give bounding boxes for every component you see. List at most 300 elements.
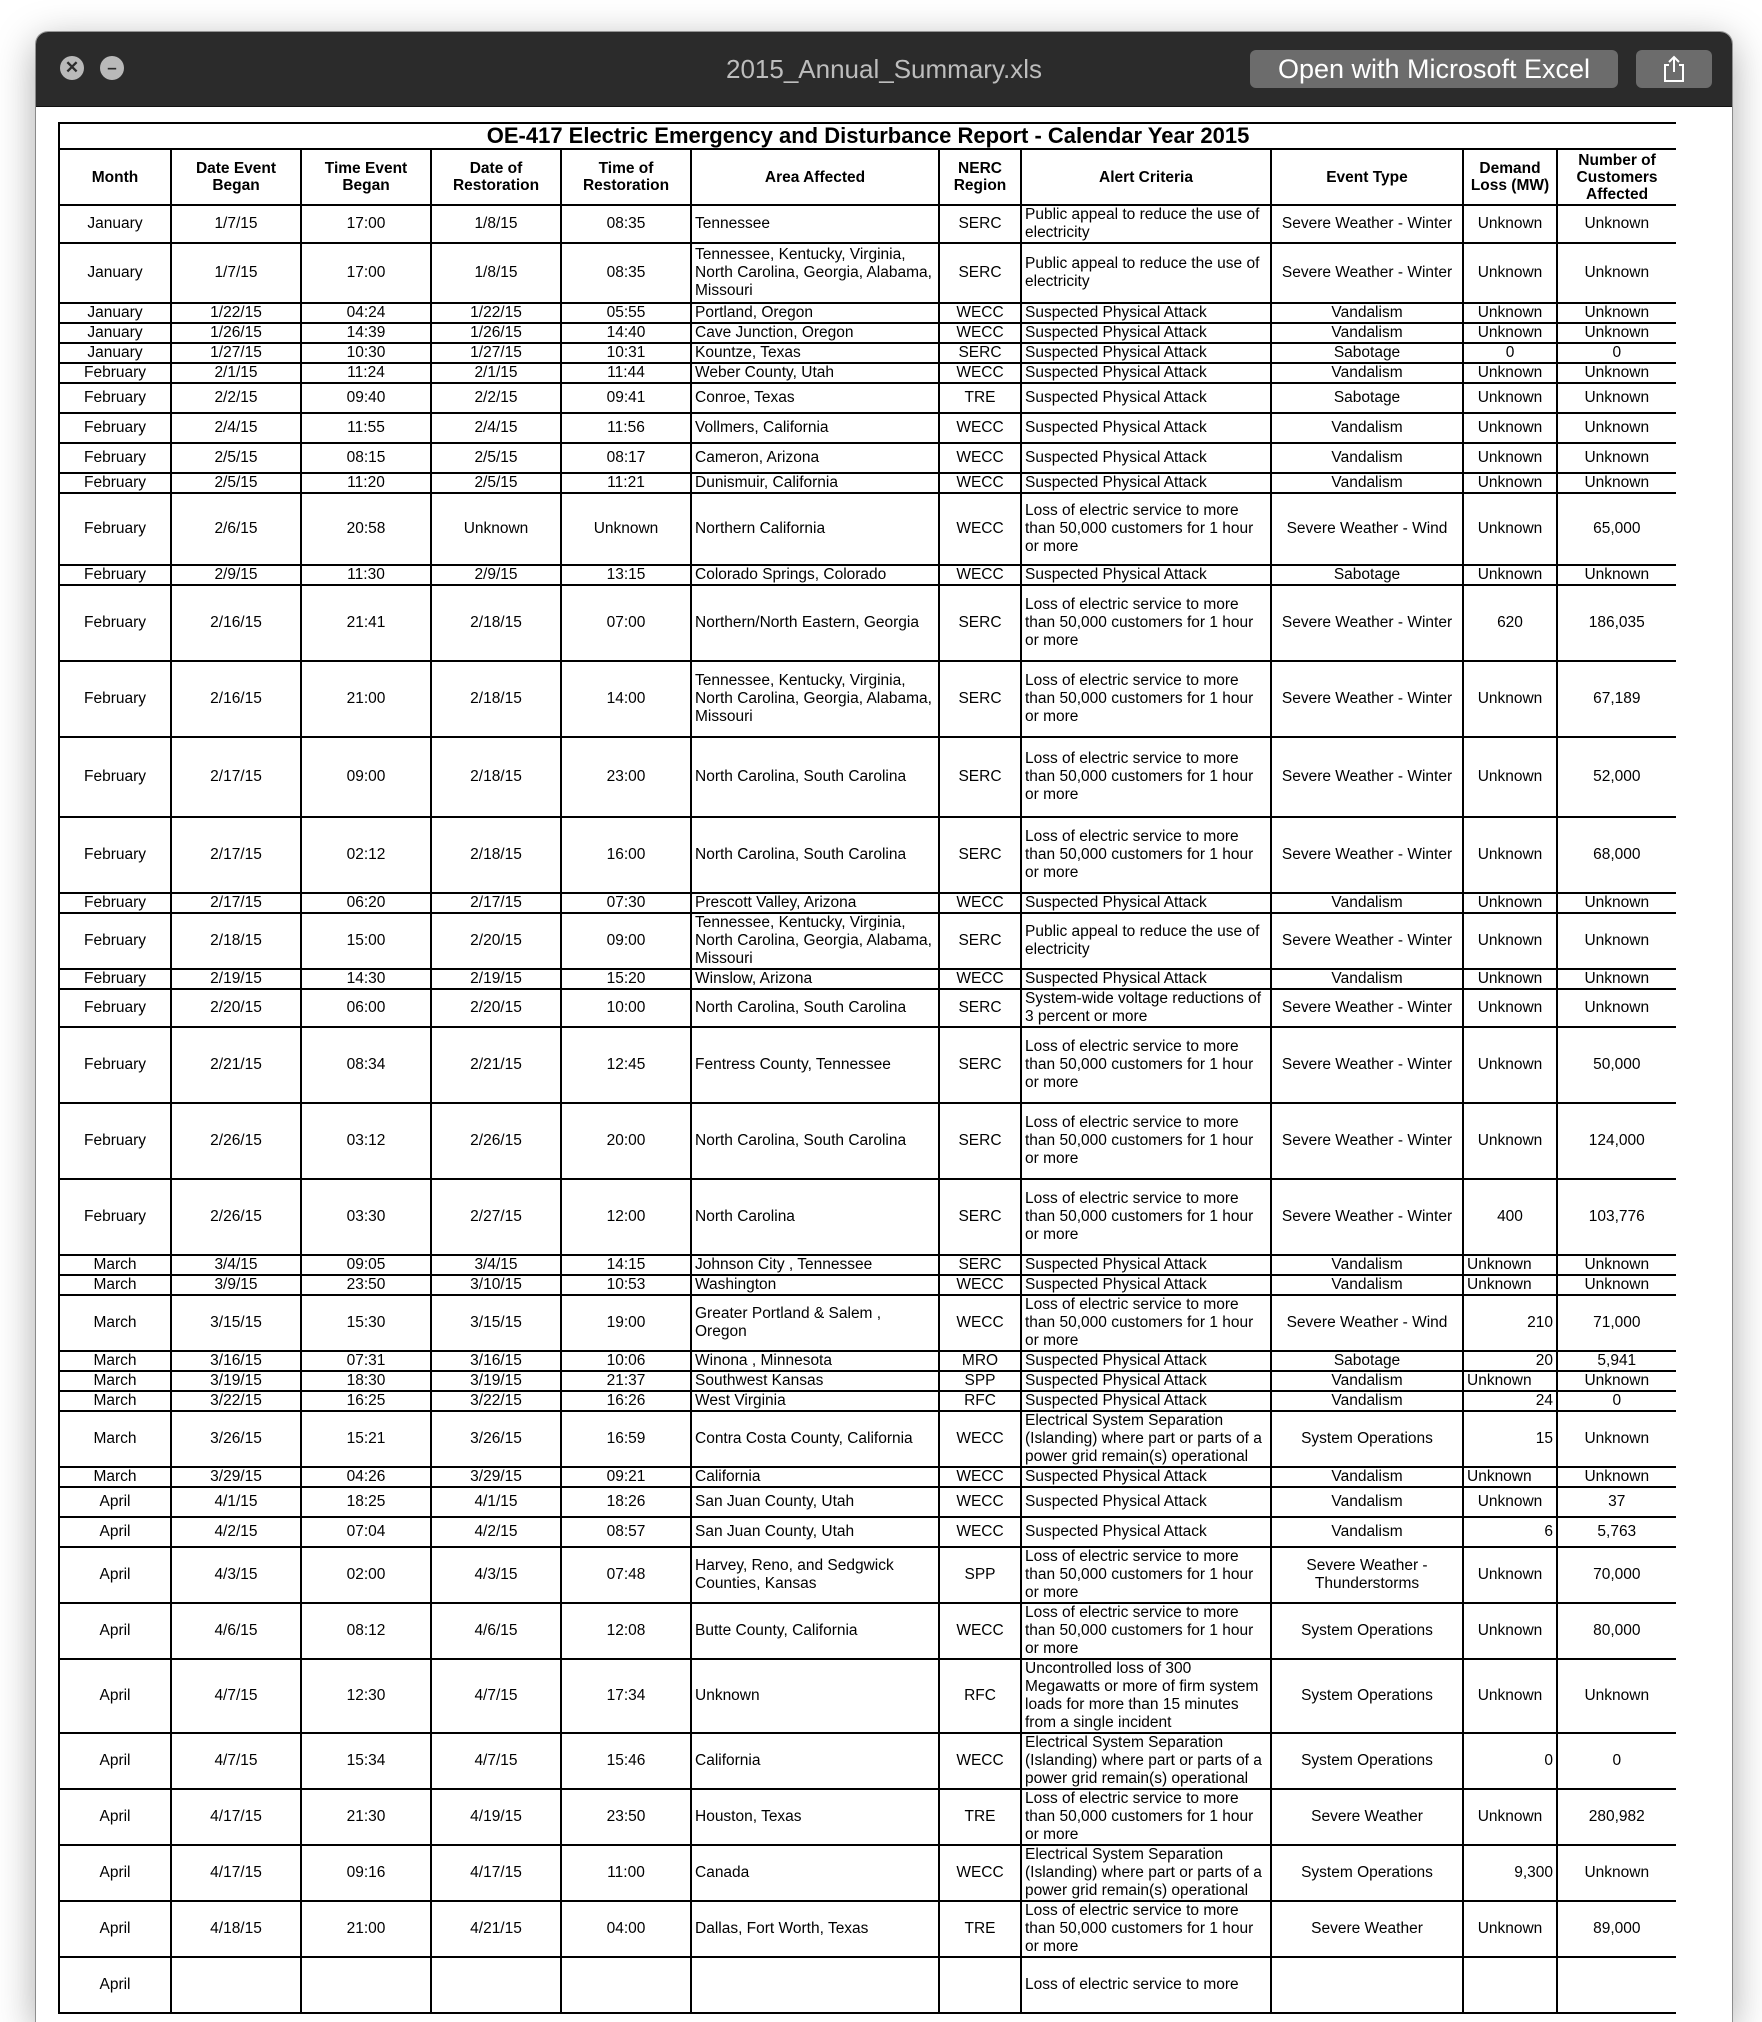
cell-customers-affected[interactable]: Unknown [1557,443,1676,473]
minimize-icon[interactable]: – [100,56,124,80]
cell-customers-affected[interactable]: Unknown [1557,969,1676,989]
cell-time-event-began[interactable]: 08:15 [301,443,431,473]
cell-date-event-began[interactable]: 3/15/15 [171,1295,301,1351]
cell-customers-affected[interactable]: Unknown [1557,205,1676,243]
cell-alert-criteria[interactable]: Suspected Physical Attack [1021,303,1271,323]
cell-date-of-restoration[interactable]: 4/17/15 [431,1845,561,1901]
cell-area-affected[interactable]: Tennessee [691,205,939,243]
cell-demand-loss[interactable]: 24 [1463,1391,1557,1411]
cell-demand-loss[interactable]: Unknown [1463,1103,1557,1179]
cell-alert-criteria[interactable]: Loss of electric service to more than 50,000 customers for 1 hour or more [1021,1179,1271,1255]
cell-area-affected[interactable] [691,1957,939,2013]
cell-time-event-began[interactable]: 03:12 [301,1103,431,1179]
cell-event-type[interactable]: Vandalism [1271,323,1463,343]
cell-time-of-restoration[interactable]: 04:00 [561,1901,691,1957]
cell-time-event-began[interactable]: 04:24 [301,303,431,323]
cell-date-of-restoration[interactable]: 3/10/15 [431,1275,561,1295]
cell-area-affected[interactable]: Northern/North Eastern, Georgia [691,585,939,661]
cell-alert-criteria[interactable]: Loss of electric service to more than 50,000 customers for 1 hour or more [1021,661,1271,737]
cell-event-type[interactable]: Severe Weather - Winter [1271,205,1463,243]
cell-event-type[interactable]: Severe Weather - Wind [1271,1295,1463,1351]
cell-nerc-region[interactable]: WECC [939,473,1021,493]
cell-time-of-restoration[interactable]: 16:59 [561,1411,691,1467]
cell-month[interactable]: April [59,1789,171,1845]
cell-alert-criteria[interactable]: Suspected Physical Attack [1021,1275,1271,1295]
cell-month[interactable]: January [59,303,171,323]
cell-month[interactable]: February [59,1179,171,1255]
cell-nerc-region[interactable]: SPP [939,1371,1021,1391]
cell-date-of-restoration[interactable]: 3/22/15 [431,1391,561,1411]
cell-customers-affected[interactable]: Unknown [1557,323,1676,343]
cell-customers-affected[interactable]: 89,000 [1557,1901,1676,1957]
cell-area-affected[interactable]: West Virginia [691,1391,939,1411]
cell-time-of-restoration[interactable]: 21:37 [561,1371,691,1391]
cell-date-of-restoration[interactable]: 2/1/15 [431,363,561,383]
cell-nerc-region[interactable]: SERC [939,913,1021,969]
cell-month[interactable]: February [59,893,171,913]
cell-customers-affected[interactable]: 80,000 [1557,1603,1676,1659]
cell-date-of-restoration[interactable]: 2/5/15 [431,443,561,473]
cell-time-of-restoration[interactable]: 10:53 [561,1275,691,1295]
cell-date-of-restoration[interactable] [431,1957,561,2013]
cell-date-event-began[interactable]: 2/16/15 [171,585,301,661]
cell-time-of-restoration[interactable]: 08:35 [561,243,691,303]
cell-alert-criteria[interactable]: Loss of electric service to more than 50,000 customers for 1 hour or more [1021,737,1271,817]
cell-time-of-restoration[interactable]: 14:40 [561,323,691,343]
cell-area-affected[interactable]: San Juan County, Utah [691,1517,939,1547]
cell-event-type[interactable]: System Operations [1271,1603,1463,1659]
cell-customers-affected[interactable] [1557,1957,1676,2013]
header-customers-affected[interactable]: Number of Customers Affected [1557,149,1676,205]
cell-alert-criteria[interactable]: Electrical System Separation (Islanding) where part or parts of a power grid remain(s) operational [1021,1733,1271,1789]
cell-customers-affected[interactable]: 67,189 [1557,661,1676,737]
cell-customers-affected[interactable]: 65,000 [1557,493,1676,565]
cell-month[interactable]: February [59,565,171,585]
cell-event-type[interactable]: Sabotage [1271,383,1463,413]
cell-date-of-restoration[interactable]: 4/2/15 [431,1517,561,1547]
open-with-excel-button[interactable]: Open with Microsoft Excel [1250,50,1618,88]
cell-time-of-restoration[interactable]: 13:15 [561,565,691,585]
cell-date-event-began[interactable]: 2/21/15 [171,1027,301,1103]
cell-date-of-restoration[interactable]: 4/3/15 [431,1547,561,1603]
cell-date-of-restoration[interactable]: Unknown [431,493,561,565]
cell-alert-criteria[interactable]: Uncontrolled loss of 300 Megawatts or more of firm system loads for more than 15 minutes from a single incident [1021,1659,1271,1733]
cell-event-type[interactable]: System Operations [1271,1845,1463,1901]
cell-time-event-began[interactable]: 14:30 [301,969,431,989]
cell-demand-loss[interactable]: Unknown [1463,443,1557,473]
cell-customers-affected[interactable]: Unknown [1557,1659,1676,1733]
cell-alert-criteria[interactable]: Public appeal to reduce the use of electricity [1021,205,1271,243]
cell-alert-criteria[interactable]: Public appeal to reduce the use of electricity [1021,913,1271,969]
cell-date-event-began[interactable]: 4/7/15 [171,1659,301,1733]
header-event-type[interactable]: Event Type [1271,149,1463,205]
cell-alert-criteria[interactable]: Suspected Physical Attack [1021,343,1271,363]
cell-event-type[interactable]: Sabotage [1271,565,1463,585]
cell-time-of-restoration[interactable]: 15:20 [561,969,691,989]
cell-month[interactable]: February [59,989,171,1027]
cell-nerc-region[interactable]: MRO [939,1351,1021,1371]
cell-date-event-began[interactable]: 2/17/15 [171,817,301,893]
cell-alert-criteria[interactable]: Suspected Physical Attack [1021,413,1271,443]
cell-customers-affected[interactable]: 0 [1557,1391,1676,1411]
cell-demand-loss[interactable]: Unknown [1463,1789,1557,1845]
cell-area-affected[interactable]: Tennessee, Kentucky, Virginia, North Carolina, Georgia, Alabama, Missouri [691,243,939,303]
cell-time-of-restoration[interactable]: 17:34 [561,1659,691,1733]
cell-area-affected[interactable]: Harvey, Reno, and Sedgwick Counties, Kansas [691,1547,939,1603]
cell-area-affected[interactable]: North Carolina, South Carolina [691,1103,939,1179]
cell-event-type[interactable]: System Operations [1271,1411,1463,1467]
cell-alert-criteria[interactable]: Loss of electric service to more than 50,000 customers for 1 hour or more [1021,1295,1271,1351]
cell-customers-affected[interactable]: Unknown [1557,243,1676,303]
cell-month[interactable]: March [59,1391,171,1411]
cell-date-of-restoration[interactable]: 2/17/15 [431,893,561,913]
cell-event-type[interactable]: Vandalism [1271,1517,1463,1547]
cell-demand-loss[interactable]: 0 [1463,343,1557,363]
cell-nerc-region[interactable]: WECC [939,893,1021,913]
cell-demand-loss[interactable]: Unknown [1463,413,1557,443]
cell-area-affected[interactable]: Greater Portland & Salem , Oregon [691,1295,939,1351]
cell-date-of-restoration[interactable]: 1/8/15 [431,243,561,303]
cell-demand-loss[interactable]: Unknown [1463,493,1557,565]
cell-time-event-began[interactable]: 11:55 [301,413,431,443]
cell-time-of-restoration[interactable]: 11:00 [561,1845,691,1901]
cell-time-event-began[interactable]: 06:00 [301,989,431,1027]
cell-date-of-restoration[interactable]: 4/1/15 [431,1487,561,1517]
cell-time-of-restoration[interactable]: 10:31 [561,343,691,363]
cell-alert-criteria[interactable]: Loss of electric service to more than 50,000 customers for 1 hour or more [1021,1901,1271,1957]
cell-time-event-began[interactable]: 02:12 [301,817,431,893]
cell-area-affected[interactable]: Weber County, Utah [691,363,939,383]
cell-demand-loss[interactable]: Unknown [1463,1547,1557,1603]
cell-demand-loss[interactable]: 9,300 [1463,1845,1557,1901]
cell-demand-loss[interactable]: 20 [1463,1351,1557,1371]
cell-date-event-began[interactable]: 2/26/15 [171,1103,301,1179]
cell-nerc-region[interactable]: WECC [939,565,1021,585]
cell-customers-affected[interactable]: Unknown [1557,1371,1676,1391]
header-time-event-began[interactable]: Time Event Began [301,149,431,205]
cell-time-event-began[interactable]: 17:00 [301,243,431,303]
cell-date-of-restoration[interactable]: 2/18/15 [431,585,561,661]
cell-time-event-began[interactable]: 08:12 [301,1603,431,1659]
cell-time-event-began[interactable]: 18:25 [301,1487,431,1517]
cell-area-affected[interactable]: Fentress County, Tennessee [691,1027,939,1103]
cell-date-of-restoration[interactable]: 1/26/15 [431,323,561,343]
cell-area-affected[interactable]: Colorado Springs, Colorado [691,565,939,585]
cell-event-type[interactable]: Vandalism [1271,443,1463,473]
cell-area-affected[interactable]: Johnson City , Tennessee [691,1255,939,1275]
cell-date-event-began[interactable]: 4/3/15 [171,1547,301,1603]
cell-event-type[interactable]: Vandalism [1271,1255,1463,1275]
cell-month[interactable]: February [59,443,171,473]
cell-area-affected[interactable]: Contra Costa County, California [691,1411,939,1467]
cell-date-event-began[interactable]: 3/16/15 [171,1351,301,1371]
cell-month[interactable]: March [59,1467,171,1487]
cell-alert-criteria[interactable]: Suspected Physical Attack [1021,323,1271,343]
cell-time-event-began[interactable]: 23:50 [301,1275,431,1295]
cell-time-of-restoration[interactable]: 23:50 [561,1789,691,1845]
cell-date-event-began[interactable]: 1/7/15 [171,205,301,243]
cell-area-affected[interactable]: Tennessee, Kentucky, Virginia, North Carolina, Georgia, Alabama, Missouri [691,913,939,969]
cell-time-event-began[interactable]: 03:30 [301,1179,431,1255]
header-demand-loss[interactable]: Demand Loss (MW) [1463,149,1557,205]
cell-month[interactable]: January [59,243,171,303]
cell-nerc-region[interactable]: WECC [939,493,1021,565]
cell-date-event-began[interactable]: 2/19/15 [171,969,301,989]
cell-event-type[interactable]: Vandalism [1271,1391,1463,1411]
cell-alert-criteria[interactable]: Loss of electric service to more [1021,1957,1271,2013]
cell-date-of-restoration[interactable]: 4/21/15 [431,1901,561,1957]
cell-event-type[interactable]: Severe Weather - Winter [1271,1027,1463,1103]
cell-demand-loss[interactable]: 620 [1463,585,1557,661]
cell-customers-affected[interactable]: Unknown [1557,363,1676,383]
cell-area-affected[interactable]: Canada [691,1845,939,1901]
close-icon[interactable]: ✕ [60,56,84,80]
header-date-event-began[interactable]: Date Event Began [171,149,301,205]
cell-date-event-began[interactable]: 2/17/15 [171,737,301,817]
cell-time-of-restoration[interactable]: 14:15 [561,1255,691,1275]
cell-time-event-began[interactable]: 09:40 [301,383,431,413]
cell-time-of-restoration[interactable]: 08:17 [561,443,691,473]
cell-time-of-restoration[interactable]: 11:21 [561,473,691,493]
cell-date-event-began[interactable]: 1/26/15 [171,323,301,343]
cell-customers-affected[interactable]: Unknown [1557,989,1676,1027]
cell-customers-affected[interactable]: Unknown [1557,913,1676,969]
cell-area-affected[interactable]: Butte County, California [691,1603,939,1659]
cell-alert-criteria[interactable]: Suspected Physical Attack [1021,565,1271,585]
cell-date-event-began[interactable]: 1/22/15 [171,303,301,323]
cell-date-of-restoration[interactable]: 2/21/15 [431,1027,561,1103]
cell-area-affected[interactable]: Cave Junction, Oregon [691,323,939,343]
cell-demand-loss[interactable] [1463,1957,1557,2013]
cell-event-type[interactable]: Severe Weather - Winter [1271,817,1463,893]
cell-month[interactable]: February [59,661,171,737]
cell-time-event-began[interactable]: 17:00 [301,205,431,243]
cell-date-of-restoration[interactable]: 2/27/15 [431,1179,561,1255]
cell-time-of-restoration[interactable]: 14:00 [561,661,691,737]
cell-alert-criteria[interactable]: Suspected Physical Attack [1021,1391,1271,1411]
cell-nerc-region[interactable]: TRE [939,383,1021,413]
cell-customers-affected[interactable]: 124,000 [1557,1103,1676,1179]
cell-date-of-restoration[interactable]: 2/20/15 [431,913,561,969]
cell-alert-criteria[interactable]: Loss of electric service to more than 50,000 customers for 1 hour or more [1021,1603,1271,1659]
cell-date-of-restoration[interactable]: 3/4/15 [431,1255,561,1275]
cell-time-event-began[interactable]: 21:41 [301,585,431,661]
cell-month[interactable]: April [59,1517,171,1547]
cell-date-event-began[interactable]: 1/7/15 [171,243,301,303]
cell-demand-loss[interactable]: Unknown [1463,1467,1557,1487]
cell-date-event-began[interactable]: 4/17/15 [171,1845,301,1901]
cell-nerc-region[interactable]: SERC [939,205,1021,243]
cell-demand-loss[interactable]: Unknown [1463,1659,1557,1733]
cell-nerc-region[interactable]: RFC [939,1391,1021,1411]
cell-date-event-began[interactable]: 4/6/15 [171,1603,301,1659]
cell-nerc-region[interactable] [939,1957,1021,2013]
cell-time-event-began[interactable]: 16:25 [301,1391,431,1411]
cell-customers-affected[interactable]: Unknown [1557,1845,1676,1901]
cell-event-type[interactable] [1271,1957,1463,2013]
cell-nerc-region[interactable]: WECC [939,363,1021,383]
cell-time-event-began[interactable]: 09:16 [301,1845,431,1901]
cell-alert-criteria[interactable]: Suspected Physical Attack [1021,1255,1271,1275]
cell-demand-loss[interactable]: Unknown [1463,661,1557,737]
cell-month[interactable]: January [59,323,171,343]
cell-nerc-region[interactable]: WECC [939,1411,1021,1467]
cell-date-of-restoration[interactable]: 2/5/15 [431,473,561,493]
cell-area-affected[interactable]: California [691,1467,939,1487]
cell-time-event-began[interactable]: 07:31 [301,1351,431,1371]
cell-month[interactable]: April [59,1603,171,1659]
cell-event-type[interactable]: Severe Weather - Winter [1271,913,1463,969]
cell-time-event-began[interactable]: 08:34 [301,1027,431,1103]
cell-time-of-restoration[interactable] [561,1957,691,2013]
cell-nerc-region[interactable]: SPP [939,1547,1021,1603]
cell-event-type[interactable]: System Operations [1271,1659,1463,1733]
cell-month[interactable]: March [59,1295,171,1351]
cell-date-of-restoration[interactable]: 1/27/15 [431,343,561,363]
cell-alert-criteria[interactable]: Suspected Physical Attack [1021,969,1271,989]
cell-date-event-began[interactable]: 2/9/15 [171,565,301,585]
cell-date-event-began[interactable]: 4/7/15 [171,1733,301,1789]
cell-date-event-began[interactable]: 2/26/15 [171,1179,301,1255]
cell-event-type[interactable]: Vandalism [1271,1487,1463,1517]
cell-time-of-restoration[interactable]: Unknown [561,493,691,565]
cell-date-of-restoration[interactable]: 1/8/15 [431,205,561,243]
cell-time-of-restoration[interactable]: 12:45 [561,1027,691,1103]
cell-time-of-restoration[interactable]: 07:30 [561,893,691,913]
cell-area-affected[interactable]: San Juan County, Utah [691,1487,939,1517]
cell-nerc-region[interactable]: SERC [939,661,1021,737]
cell-demand-loss[interactable]: Unknown [1463,565,1557,585]
cell-date-event-began[interactable]: 2/5/15 [171,473,301,493]
cell-month[interactable]: February [59,913,171,969]
cell-nerc-region[interactable]: WECC [939,1603,1021,1659]
cell-time-of-restoration[interactable]: 12:00 [561,1179,691,1255]
header-alert-criteria[interactable]: Alert Criteria [1021,149,1271,205]
cell-area-affected[interactable]: Southwest Kansas [691,1371,939,1391]
cell-date-event-began[interactable] [171,1957,301,2013]
cell-event-type[interactable]: Severe Weather - Winter [1271,1179,1463,1255]
cell-nerc-region[interactable]: SERC [939,585,1021,661]
cell-nerc-region[interactable]: WECC [939,1733,1021,1789]
cell-nerc-region[interactable]: WECC [939,1517,1021,1547]
cell-area-affected[interactable]: Cameron, Arizona [691,443,939,473]
cell-date-of-restoration[interactable]: 4/7/15 [431,1659,561,1733]
cell-nerc-region[interactable]: SERC [939,1027,1021,1103]
cell-event-type[interactable]: Vandalism [1271,363,1463,383]
cell-date-event-began[interactable]: 3/4/15 [171,1255,301,1275]
cell-date-event-began[interactable]: 3/9/15 [171,1275,301,1295]
cell-customers-affected[interactable]: 103,776 [1557,1179,1676,1255]
cell-customers-affected[interactable]: 52,000 [1557,737,1676,817]
cell-event-type[interactable]: Severe Weather [1271,1901,1463,1957]
cell-area-affected[interactable]: Unknown [691,1659,939,1733]
cell-month[interactable]: February [59,1103,171,1179]
cell-area-affected[interactable]: North Carolina, South Carolina [691,817,939,893]
cell-date-of-restoration[interactable]: 3/29/15 [431,1467,561,1487]
cell-customers-affected[interactable]: 280,982 [1557,1789,1676,1845]
cell-demand-loss[interactable]: Unknown [1463,913,1557,969]
cell-time-event-began[interactable]: 21:30 [301,1789,431,1845]
cell-alert-criteria[interactable]: Loss of electric service to more than 50,000 customers for 1 hour or more [1021,817,1271,893]
cell-alert-criteria[interactable]: Loss of electric service to more than 50,000 customers for 1 hour or more [1021,1547,1271,1603]
cell-event-type[interactable]: Vandalism [1271,303,1463,323]
cell-event-type[interactable]: Severe Weather - Winter [1271,1103,1463,1179]
cell-month[interactable]: April [59,1487,171,1517]
cell-month[interactable]: March [59,1255,171,1275]
cell-nerc-region[interactable]: WECC [939,1845,1021,1901]
cell-time-of-restoration[interactable]: 08:35 [561,205,691,243]
cell-area-affected[interactable]: Kountze, Texas [691,343,939,363]
cell-month[interactable]: April [59,1901,171,1957]
cell-demand-loss[interactable]: 210 [1463,1295,1557,1351]
cell-date-event-began[interactable]: 2/2/15 [171,383,301,413]
cell-nerc-region[interactable]: WECC [939,323,1021,343]
cell-alert-criteria[interactable]: Suspected Physical Attack [1021,1371,1271,1391]
cell-demand-loss[interactable]: Unknown [1463,323,1557,343]
cell-time-of-restoration[interactable]: 09:00 [561,913,691,969]
cell-alert-criteria[interactable]: Suspected Physical Attack [1021,1487,1271,1517]
cell-event-type[interactable]: Vandalism [1271,969,1463,989]
header-nerc-region[interactable]: NERC Region [939,149,1021,205]
cell-time-event-began[interactable]: 02:00 [301,1547,431,1603]
cell-customers-affected[interactable]: 71,000 [1557,1295,1676,1351]
cell-date-event-began[interactable]: 4/18/15 [171,1901,301,1957]
cell-area-affected[interactable]: Dunismuir, California [691,473,939,493]
cell-demand-loss[interactable]: Unknown [1463,1275,1557,1295]
cell-customers-affected[interactable]: 37 [1557,1487,1676,1517]
cell-nerc-region[interactable]: SERC [939,243,1021,303]
cell-customers-affected[interactable]: 50,000 [1557,1027,1676,1103]
cell-date-of-restoration[interactable]: 4/7/15 [431,1733,561,1789]
cell-month[interactable]: February [59,363,171,383]
cell-nerc-region[interactable]: SERC [939,737,1021,817]
cell-nerc-region[interactable]: RFC [939,1659,1021,1733]
cell-customers-affected[interactable]: Unknown [1557,473,1676,493]
cell-date-of-restoration[interactable]: 2/26/15 [431,1103,561,1179]
cell-alert-criteria[interactable]: Loss of electric service to more than 50,000 customers for 1 hour or more [1021,1789,1271,1845]
cell-date-event-began[interactable]: 2/1/15 [171,363,301,383]
cell-time-of-restoration[interactable]: 16:00 [561,817,691,893]
cell-demand-loss[interactable]: Unknown [1463,1487,1557,1517]
cell-area-affected[interactable]: Portland, Oregon [691,303,939,323]
cell-date-of-restoration[interactable]: 3/16/15 [431,1351,561,1371]
cell-demand-loss[interactable]: Unknown [1463,1027,1557,1103]
cell-event-type[interactable]: Severe Weather - Winter [1271,585,1463,661]
cell-nerc-region[interactable]: SERC [939,1179,1021,1255]
cell-demand-loss[interactable]: 400 [1463,1179,1557,1255]
cell-time-of-restoration[interactable]: 10:00 [561,989,691,1027]
cell-area-affected[interactable]: Dallas, Fort Worth, Texas [691,1901,939,1957]
cell-customers-affected[interactable]: 0 [1557,1733,1676,1789]
cell-area-affected[interactable]: Houston, Texas [691,1789,939,1845]
cell-event-type[interactable]: Vandalism [1271,893,1463,913]
cell-demand-loss[interactable]: Unknown [1463,1371,1557,1391]
cell-event-type[interactable]: Severe Weather - Wind [1271,493,1463,565]
cell-date-of-restoration[interactable]: 2/9/15 [431,565,561,585]
cell-date-of-restoration[interactable]: 2/4/15 [431,413,561,443]
cell-area-affected[interactable]: Winslow, Arizona [691,969,939,989]
cell-time-event-began[interactable]: 11:24 [301,363,431,383]
cell-area-affected[interactable]: Winona , Minnesota [691,1351,939,1371]
cell-date-event-began[interactable]: 2/20/15 [171,989,301,1027]
cell-demand-loss[interactable]: Unknown [1463,303,1557,323]
cell-time-of-restoration[interactable]: 11:44 [561,363,691,383]
cell-event-type[interactable]: Vandalism [1271,473,1463,493]
cell-month[interactable]: February [59,969,171,989]
cell-demand-loss[interactable]: Unknown [1463,989,1557,1027]
cell-alert-criteria[interactable]: Loss of electric service to more than 50,000 customers for 1 hour or more [1021,585,1271,661]
cell-alert-criteria[interactable]: Public appeal to reduce the use of electricity [1021,243,1271,303]
